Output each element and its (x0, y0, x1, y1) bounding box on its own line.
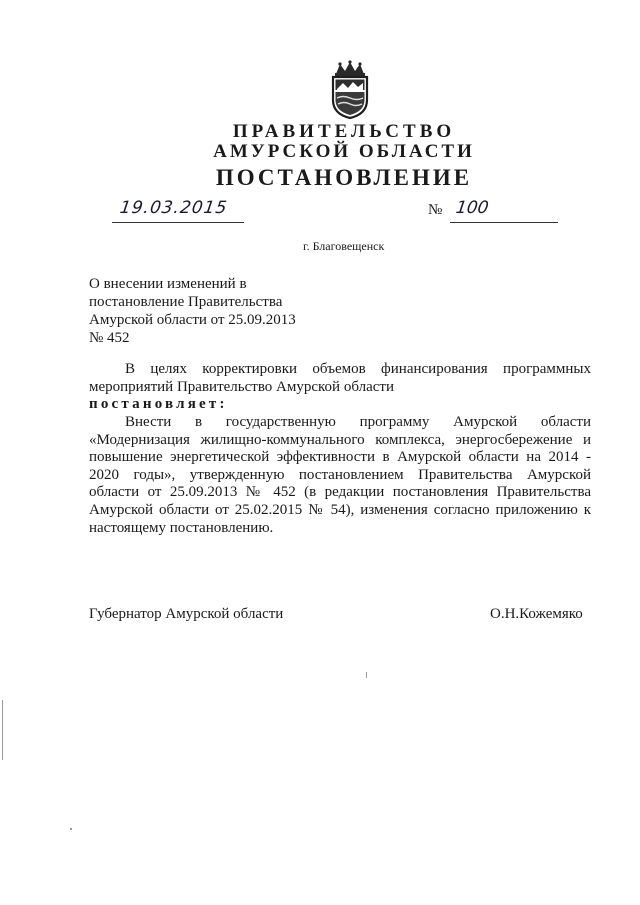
scan-artifact (2, 700, 3, 760)
city-label: г. Благовещенск (303, 239, 385, 253)
paragraph-line: повышение энергетической эффективности в Амурской области на 2014 - (89, 449, 591, 466)
paragraph-line: 2020 годы», утвержденную постановлением Правительства Амурской (89, 466, 591, 483)
paragraph-line: «Модернизация жилищно-коммунального комплекса, энергосбережение и (89, 431, 591, 448)
paragraph-line: мероприятий Правительство Амурской области (89, 378, 394, 395)
government-title: ПРАВИТЕЛЬСТВО (232, 121, 456, 142)
signer-title: Губернатор Амурской области (89, 606, 284, 622)
date-field (112, 196, 244, 223)
scan-artifact (366, 672, 367, 678)
handwritten-date: 19.03.2015 (118, 198, 229, 218)
paragraph-line: области от 25.09.2013 № 452 (в редакции постановления Правительства (89, 484, 591, 501)
handwritten-number: 100 (454, 198, 490, 218)
signer-name: О.Н.Кожемяко (490, 606, 583, 622)
scan-artifact (70, 828, 72, 830)
paragraph-line: настоящему постановлению. (89, 519, 274, 536)
subject-line: Амурской области от 25.09.2013 (89, 312, 296, 328)
number-field (450, 196, 558, 223)
government-region: АМУРСКОЙ ОБЛАСТИ (213, 141, 475, 162)
decree-keyword: постановляет: (89, 396, 228, 412)
document-subject (89, 275, 329, 347)
subject-line: № 452 (89, 330, 130, 346)
preamble-paragraph (89, 361, 591, 396)
paragraph-line: Амурской области от 25.02.2015 № 54), изменения согласно приложению к (89, 501, 591, 518)
document-type-title: ПОСТАНОВЛЕНИЕ (215, 165, 473, 190)
resolution-paragraph (89, 414, 591, 537)
paragraph-line: В целях корректировки объемов финансирования программных (125, 361, 591, 377)
subject-line: постановление Правительства (89, 294, 283, 310)
number-label: № (428, 202, 443, 218)
coat-of-arms-icon (326, 60, 374, 120)
subject-line: О внесении изменений в (89, 276, 247, 292)
paragraph-line: Внести в государственную программу Амурской области (125, 414, 591, 430)
